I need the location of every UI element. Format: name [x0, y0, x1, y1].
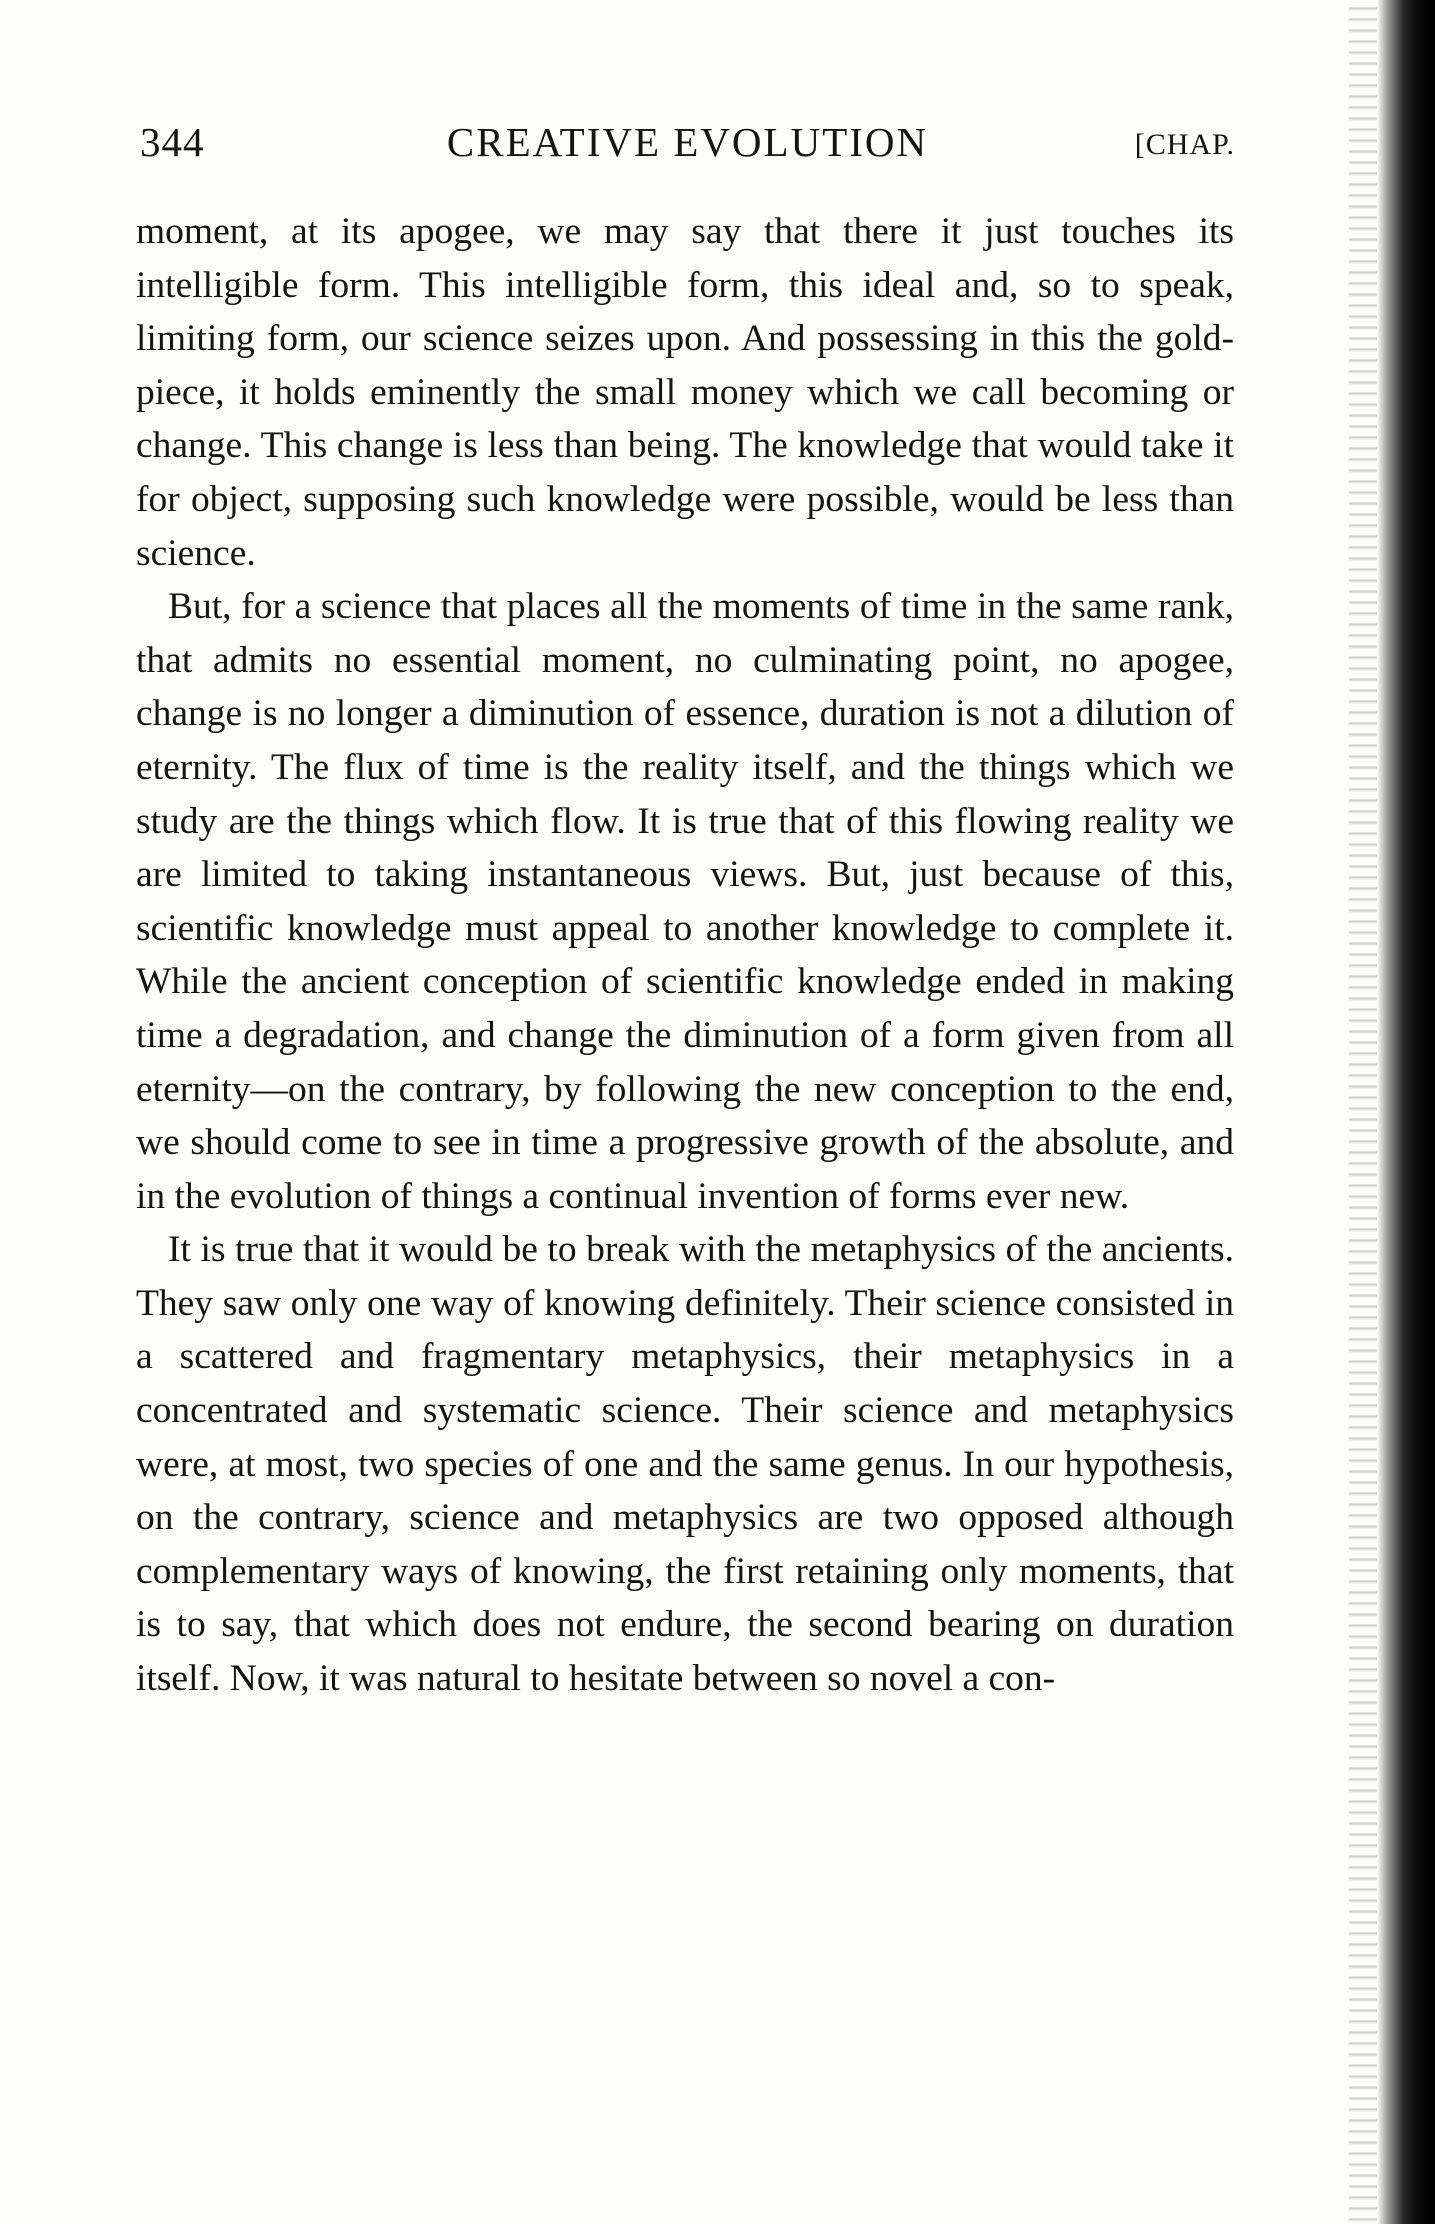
page-number: 344 — [140, 119, 205, 165]
chapter-mark: [CHAP. — [1134, 128, 1235, 161]
binding-edge — [1377, 0, 1435, 2224]
paragraph-3: It is true that it would be to break with the metaphysics of the ancients. They saw only one way of knowing definitely. Their science consisted in a scattered and fragmentary metaphysics, their metaphysics in a concentrated and systematic science. Their science and metaphysics were, at most, two species of one and the same genus. In our hypothesis, on the contrary, science and metaphysics are two opposed although complementary ways of knowing, the first retaining only moments, that is to say, that which does not endure, the second bearing on duration itself. Now, it was natural to hesitate between so novel a con- — [136, 1229, 1234, 1700]
running-title: CREATIVE EVOLUTION — [446, 119, 929, 165]
page-header — [140, 118, 1235, 178]
paragraph-2: But, for a science that places all the moments of time in the same rank, that admits no essential moment, no culminating point, no apogee, change is no longer a diminution of essence, duration is not a dilution of eternity. The flux of time is the reality itself, and the things which we study are the things which flow. It is true that of this flowing reality we are limited to taking instantaneous views. But, just because of this, scientific knowledge must appeal to another knowledge to complete it. While the ancient conception of scientific knowledge ended in making time a degradation, and change the diminution of a form given from all eternity—on the contrary, by following the new conception to the end, we should come to see in time a progressive growth of the absolute, and in the evolution of things a continual invention of forms ever new. — [136, 586, 1234, 1217]
paragraph-1: moment, at its apogee, we may say that there it just touches its intelligible form. This intelligible form, this ideal and, so to speak, limiting form, our science seizes upon. And possessing in this the gold-piece, it holds eminently the small money which we call becoming or change. This change is less than being. The knowledge that would take it for object, supposing such knowledge were possible, would be less than science. — [136, 211, 1234, 574]
body-text — [136, 205, 1234, 1706]
binding-shadow — [1349, 0, 1377, 2224]
